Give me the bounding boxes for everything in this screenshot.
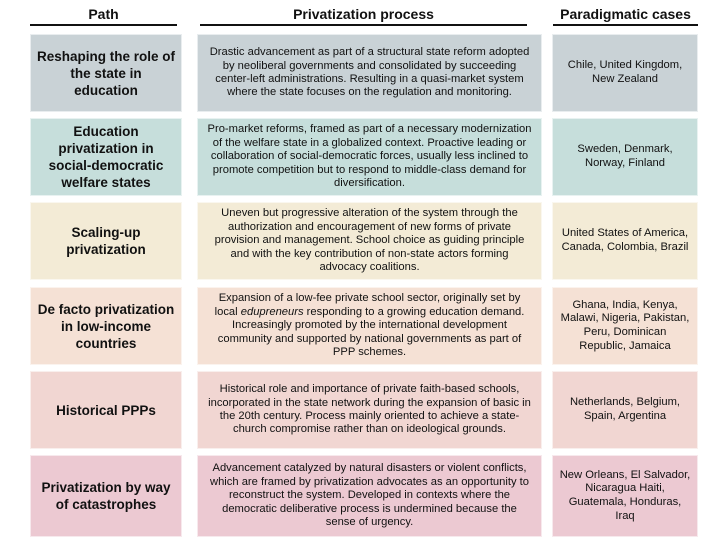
row-path-cell xyxy=(30,371,182,449)
row-path-cell xyxy=(30,34,182,112)
row-cases-cell xyxy=(552,371,698,449)
row-process: Pro-market reforms, framed as part of a necessary modernization of the welfare state in a globalized context. Proactive leading or collaboration of social-democratic forces, usually less inclined to promote competition but to respond to middle-class demand for diversification. xyxy=(207,123,532,190)
row-path: Privatization by way of catastrophes xyxy=(41,480,171,512)
row-process-cell xyxy=(197,455,542,537)
row-path-cell xyxy=(30,455,182,537)
row-cases: New Orleans, El Salvador, Nicaragua Haiti, Guatemala, Honduras, Iraq xyxy=(559,468,691,522)
row-process-cell xyxy=(197,371,542,449)
row-cases: Sweden, Denmark, Norway, Finland xyxy=(577,143,673,169)
row-process-emphasis: edupreneurs xyxy=(240,305,304,318)
row-cases: Chile, United Kingdom, New Zealand xyxy=(567,59,683,85)
row-path: Scaling-up privatization xyxy=(66,225,146,257)
header-cases-underline xyxy=(553,24,698,26)
row-cases-cell xyxy=(552,118,698,196)
row-cases-cell xyxy=(552,202,698,280)
header-cases-label: Paradigmatic cases xyxy=(560,6,691,22)
row-process: Drastic advancement as part of a structural state reform adopted by neoliberal governments and consolidated by succeeding center-left administrations. Resulting in a quasi-market system where the state focuses on the regulation and monitoring. xyxy=(209,46,530,99)
row-process-part: Expansion of a low-fee private school sector, originally set by local xyxy=(214,292,521,318)
row-process-cell xyxy=(197,118,542,196)
row-process: Historical role and importance of private faith-based schools, incorporated in the state network during the expansion of basic in the 20th century. Process mainly oriented to achieve a state-church compromise rather than on ideological grounds. xyxy=(208,383,531,436)
row-process: Advancement catalyzed by natural disasters or violent conflicts, which are framed by privatization advocates as an opportunity to reconstruct the system. Developed in contexts where the democratic deliberative process is undermined because the sense of urgency. xyxy=(209,462,530,529)
row-process xyxy=(206,292,533,359)
row-path: Reshaping the role of the state in education xyxy=(37,48,176,98)
row-cases: Netherlands, Belgium, Spain, Argentina xyxy=(569,396,681,422)
row-path-cell xyxy=(30,118,182,196)
header-cases xyxy=(553,6,698,22)
row-path-cell xyxy=(30,202,182,280)
row-path: Historical PPPs xyxy=(56,402,156,418)
row-process-cell xyxy=(197,34,542,112)
row-process-part: responding to a growing education demand. Increasingly promoted by the international development community and supported by national governments as part of PPP schemes. xyxy=(217,305,525,359)
row-cases: United States of America, Canada, Colombia, Brazil xyxy=(561,227,689,253)
row-cases-cell xyxy=(552,287,698,365)
row-path: De facto privatization in low-income countries xyxy=(37,301,175,351)
header-process-label: Privatization process xyxy=(293,6,434,22)
header-process-underline xyxy=(200,24,527,26)
row-path: Education privatization in social-democratic welfare states xyxy=(48,124,164,190)
header-process xyxy=(200,6,527,22)
row-process-cell xyxy=(197,202,542,280)
row-path-cell xyxy=(30,287,182,365)
row-process-cell xyxy=(197,287,542,365)
header-path-underline xyxy=(30,24,177,26)
header-path-label: Path xyxy=(88,6,119,22)
row-cases-cell xyxy=(552,34,698,112)
row-cases-cell xyxy=(552,455,698,537)
row-process: Uneven but progressive alteration of the system through the authorization and encouragement of new forms of private provision and management. School choice as guiding principle and with the key contribution of non-state actors forming advocacy coalitions. xyxy=(214,207,525,274)
row-cases: Ghana, India, Kenya, Malawi, Nigeria, Pakistan, Peru, Dominican Republic, Jamaica xyxy=(560,298,690,352)
header-path xyxy=(30,6,177,22)
